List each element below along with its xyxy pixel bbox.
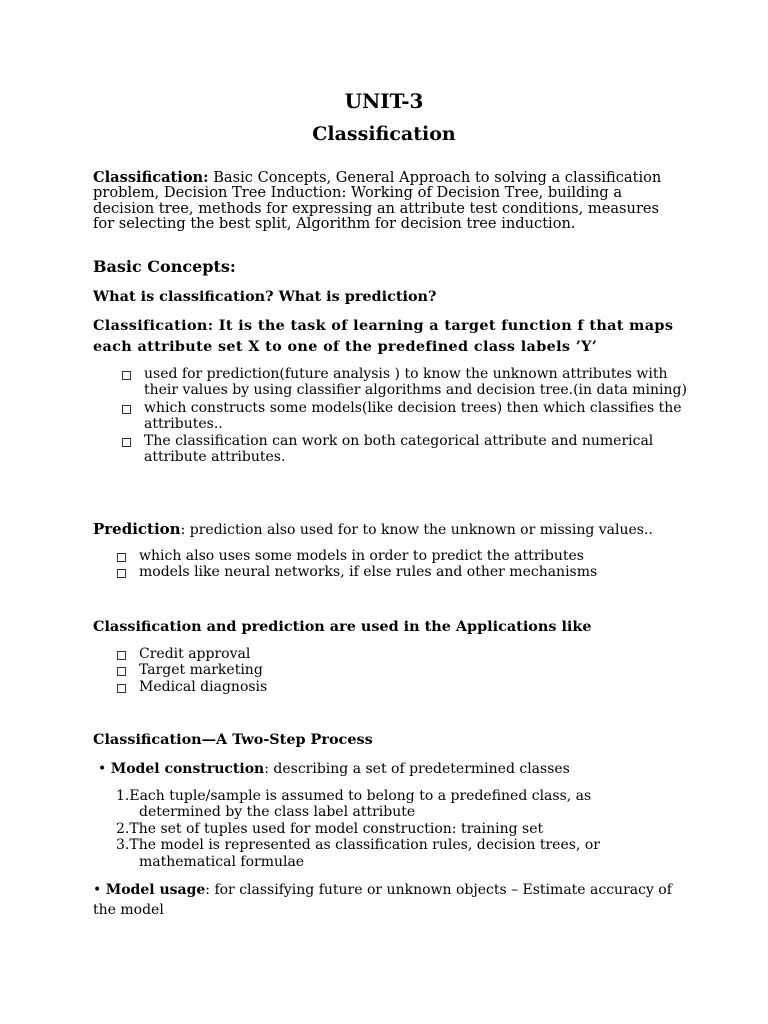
list-item: 1.Each tuple/sample is assumed to belong to a predefined class, as	[116, 788, 592, 804]
intro-label: Classification:	[93, 169, 209, 186]
list-item-continuation: determined by the class label attribute	[139, 804, 416, 821]
list-item: The classification can work on both categorical attribute and numerical attribute attributes.	[144, 433, 692, 466]
basic-concepts-heading: Basic Concepts:	[93, 257, 236, 276]
two-step-heading: Classification—A Two-Step Process	[93, 731, 373, 748]
list-item: Medical diagnosis	[139, 679, 699, 695]
square-bullet-icon	[117, 569, 126, 578]
list-item: Target marketing	[139, 662, 699, 678]
classification-definition: Classification: It is the task of learning a target function f that maps each attribute set X to one of the predefined class labels ’Y’	[93, 317, 674, 355]
list-item: used for prediction(future analysis ) to know the unknown attributes with their values by using classifier algorithms and decision tree.(in data mining)	[144, 366, 692, 399]
classification-bullet-list	[144, 366, 692, 466]
square-bullet-icon	[117, 684, 126, 693]
prediction-label: Prediction	[93, 520, 181, 538]
square-bullet-icon	[117, 651, 126, 660]
square-bullet-icon	[122, 371, 131, 380]
model-construction-text: : describing a set of predetermined classes	[264, 761, 570, 777]
applications-heading: Classification and prediction are used in the Applications like	[93, 618, 592, 635]
bullet-icon: •	[93, 882, 102, 898]
square-bullet-icon	[122, 438, 131, 447]
prediction-paragraph	[93, 519, 693, 540]
question-heading: What is classification? What is prediction?	[93, 288, 437, 305]
list-item: 2.The set of tuples used for model construction: training set	[116, 820, 544, 837]
list-item: models like neural networks, if else rules and other mechanisms	[139, 564, 699, 580]
list-item: Credit approval	[139, 646, 699, 662]
list-item-continuation: mathematical formulae	[139, 853, 305, 870]
bullet-icon: •	[98, 761, 107, 777]
model-usage-paragraph	[93, 880, 693, 920]
model-construction-label: Model construction	[110, 761, 265, 777]
square-bullet-icon	[122, 405, 131, 414]
page-title: Classification	[312, 123, 456, 145]
square-bullet-icon	[117, 667, 126, 676]
unit-heading: UNIT-3	[344, 89, 424, 113]
model-usage-text: : for classifying future or unknown objects – Estimate accuracy of the model	[93, 882, 672, 918]
prediction-bullet-list	[139, 548, 699, 581]
model-construction-line	[98, 759, 698, 779]
applications-list	[139, 646, 699, 695]
intro-paragraph	[93, 170, 678, 232]
two-step-numbered-list	[116, 788, 676, 870]
list-item: which also uses some models in order to predict the attributes	[139, 548, 699, 564]
square-bullet-icon	[117, 553, 126, 562]
list-item: which constructs some models(like decision trees) then which classifies the attributes..	[144, 400, 692, 433]
intro-text: Basic Concepts, General Approach to solving a classification problem, Decision Tree Induction: Working of Decision Tree, building a decision tree, methods for expressing an attribute test conditions, measures for selecting the best split, Algorithm for decision tree induction.	[93, 169, 662, 233]
model-usage-label: Model usage	[105, 882, 206, 898]
prediction-text: : prediction also used for to know the unknown or missing values..	[180, 522, 653, 538]
list-item: 3.The model is represented as classification rules, decision trees, or	[116, 837, 600, 854]
